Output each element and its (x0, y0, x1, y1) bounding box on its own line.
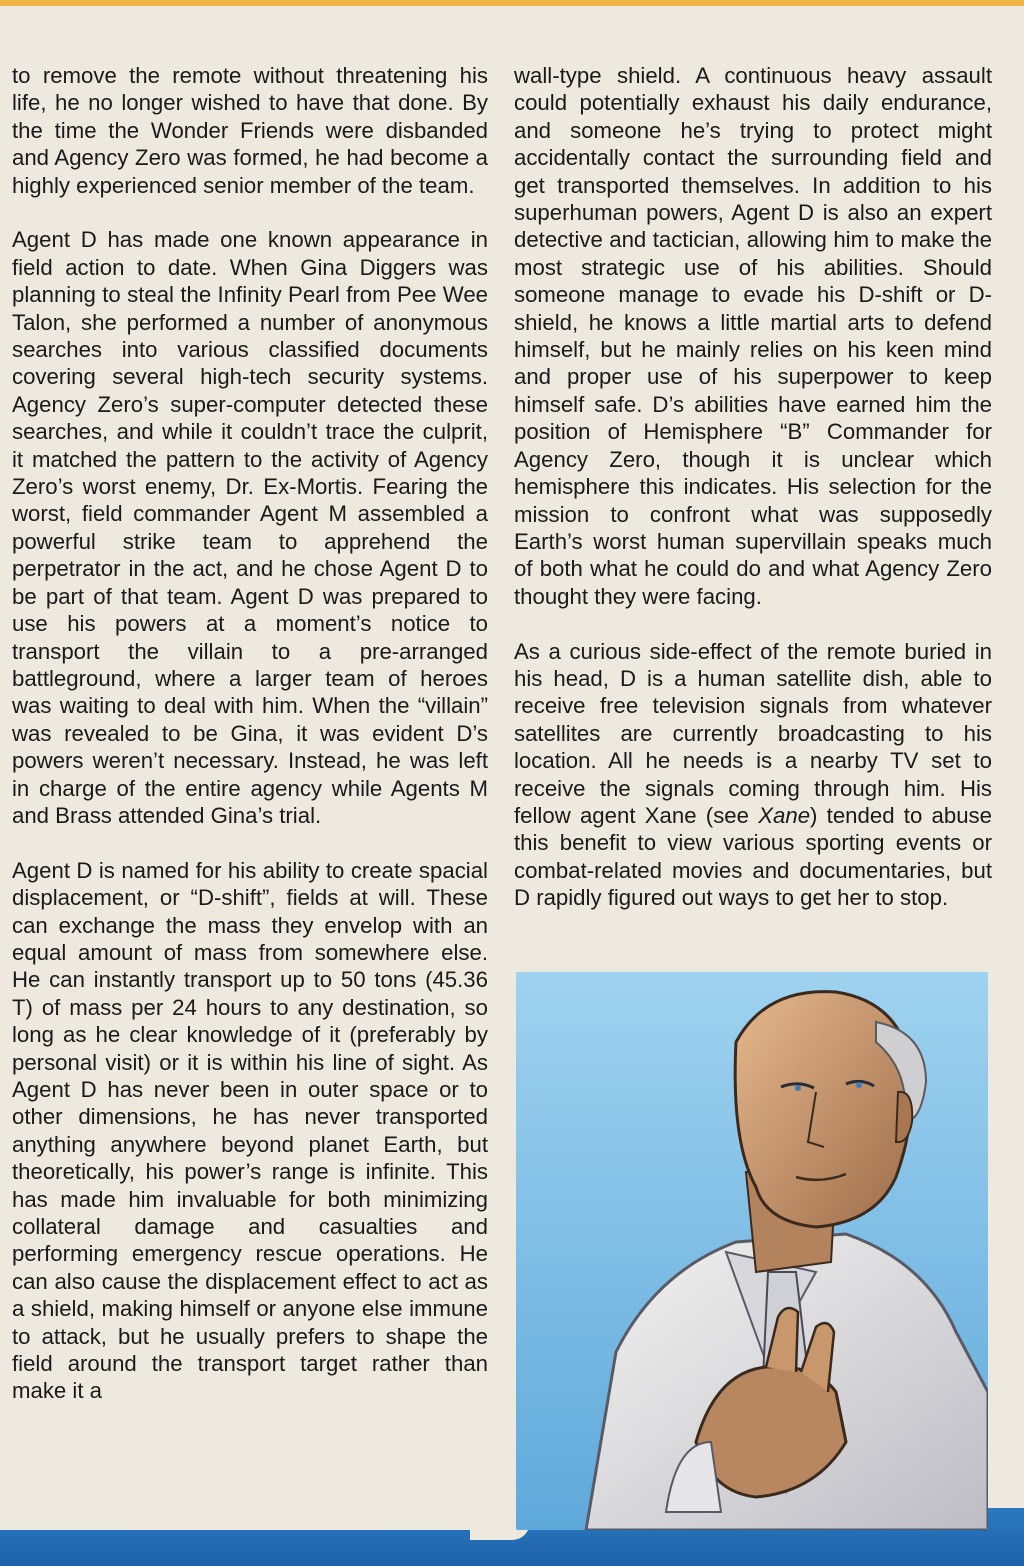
left-paragraph-1: to remove the remote without threatening his life, he no longer wished to have that done. By the time the Wonder Friends were disbanded and Agency Zero was formed, he had become a highly experienced senior member of the team. (12, 63, 488, 198)
left-paragraph-2: Agent D has made one known appearance in field action to date. When Gina Diggers was planning to steal the Infinity Pearl from Pee Wee Talon, she performed a number of anonymous searches into various classified documents covering several high-tech security systems. Agency Zero’s super-computer detected these searches, and while it couldn’t trace the culprit, it matched the pattern to the activity of Agency Zero’s worst enemy, Dr. Ex-Mortis. Fearing the worst, field commander Agent M assembled a powerful strike team to apprehend the perpetrator in the act, and he chose Agent D to be part of that team. Agent D was prepared to use his powers at a moment’s notice to transport the villain to a pre-arranged battleground, where a larger team of heroes was waiting to deal with him. When the “villain” was revealed to be Gina, it was evident D’s powers weren’t necessary. Instead, he was left in charge of the entire agency while Agents M and Brass attended Gina’s trial. (12, 227, 488, 828)
right-paragraph-1: wall-type shield. A continuous heavy assault could potentially exhaust his daily endurance, and someone he’s trying to protect might accidentally contact the surrounding field and get transported themselves. In addition to his superhuman powers, Agent D is also an expert detective and tactician, allowing him to make the most strategic use of his abilities. Should someone manage to evade his D-shift or D-shield, he knows a little martial arts to defend himself, but he mainly relies on his keen mind and proper use of his superpower to keep himself safe. D’s abilities have earned him the position of Hemisphere “B” Commander for Agency Zero, though it is unclear which hemisphere this indicates. His selection for the mission to confront what was supposedly Earth’s worst human supervillain speaks much of both what he could do and what Agency Zero thought they were facing. (514, 63, 992, 609)
right-iris (856, 1082, 862, 1088)
band-cutout (0, 1508, 490, 1530)
left-column (12, 62, 488, 1405)
right-paragraph-2-start: As a curious side-effect of the remote buried in his head, D is a human satellite dish, able to receive free television signals from whatever satellites are currently broadcasting to his location. All he needs is a nearby TV set to receive the signals coming through him. His fellow agent Xane (see (514, 638, 992, 828)
left-paragraph-3: Agent D is named for his ability to create spacial displacement, or “D-shift”, fields at will. These can exchange the mass they envelop with an equal amount of mass from somewhere else. He can instantly transport up to 50 tons (45.36 T) of mass per 24 hours to any destination, so long as he clear knowledge of it (preferably by personal visit) or it is within his line of sight. As Agent D has never been in outer space or to other dimensions, he has never transported anything anywhere beyond planet Earth, but theoretically, his power’s range is infinite. This has made him invaluable for both minimizing collateral damage and casualties and performing emergency rescue operations. He can also cause the displacement effect to act as a shield, making himself or anyone else immune to attack, but he usually prefers to shape the field around the transport target rather than make it a (12, 857, 488, 1404)
xane-reference: Xane (758, 802, 811, 828)
left-iris (795, 1085, 801, 1091)
agent-d-illustration (516, 972, 988, 1530)
right-paragraph-2 (514, 638, 992, 912)
agent-d-portrait (516, 972, 988, 1530)
right-paragraph-2-end: ) tended to abuse this benefit to view various sporting events or combat-related movies and documentaries, but D rapidly figured out ways to get her to stop. (514, 802, 992, 911)
right-column (514, 62, 992, 912)
